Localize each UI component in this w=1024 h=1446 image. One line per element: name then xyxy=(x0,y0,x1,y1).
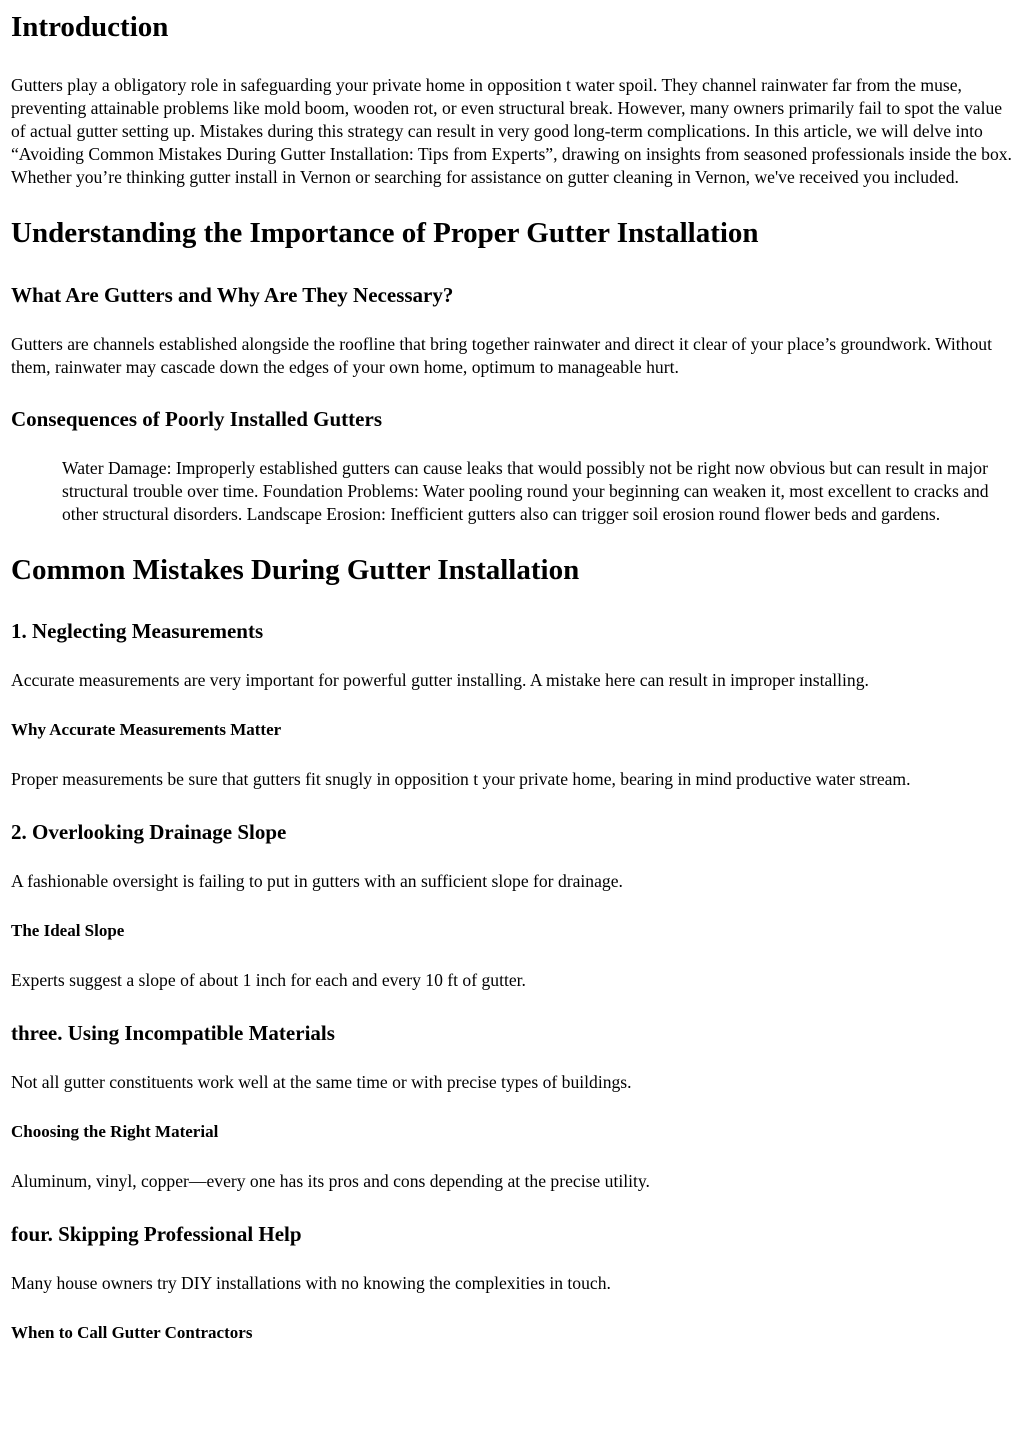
mistake-2-subheading: The Ideal Slope xyxy=(11,921,125,940)
mistake-4-heading: four. Skipping Professional Help xyxy=(11,1222,302,1246)
understanding-heading: Understanding the Importance of Proper Gutter Installation xyxy=(11,217,759,249)
intro-paragraph: Gutters play a obligatory role in safeguarding your private home in opposition t water spoil. They channel rainwater far from the muse, preventing attainable problems like mold boom, wooden rot, or even structural break. However, many owners primarily fail to spot the value of actual gutter setting up. Mistakes during this strategy can result in very good long-term complications. In this article, we will delve into “Avoiding Common Mistakes During Gutter Installation: Tips from Experts”, drawing on insights from seasoned professionals inside the box. Whether you’re thinking gutter install in Vernon or searching for assistance on gutter cleaning in Vernon, we've received you included. xyxy=(11,75,1012,187)
mistake-1-heading: 1. Neglecting Measurements xyxy=(11,619,264,643)
mistake-4-subheading: When to Call Gutter Contractors xyxy=(11,1323,253,1342)
mistake-2-heading: 2. Overlooking Drainage Slope xyxy=(11,820,287,844)
common-mistakes-heading: Common Mistakes During Gutter Installation xyxy=(11,554,580,586)
consequences-heading: Consequences of Poorly Installed Gutters xyxy=(11,407,382,431)
mistake-2-paragraph: A fashionable oversight is failing to put in gutters with an sufficient slope for drainage. xyxy=(11,871,623,891)
mistake-1-paragraph: Accurate measurements are very important for powerful gutter installing. A mistake here can result in improper installing. xyxy=(11,670,869,690)
mistake-1-subheading: Why Accurate Measurements Matter xyxy=(11,720,282,739)
mistake-3-subheading: Choosing the Right Material xyxy=(11,1122,219,1141)
mistake-2-sub-paragraph: Experts suggest a slope of about 1 inch for each and every 10 ft of gutter. xyxy=(11,970,526,990)
consequences-blockquote: Water Damage: Improperly established gutters can cause leaks that would possibly not be right now obvious but can result in major structural trouble over time. Foundation Problems: Water pooling round your beginning can weaken it, most excellent to cracks and other structural disorders. Landscape Erosion: Inefficient gutters also can trigger soil erosion round flower beds and gardens. xyxy=(62,458,989,524)
what-are-gutters-paragraph: Gutters are channels established alongside the roofline that bring together rainwater and direct it clear of your place’s groundwork. Without them, rainwater may cascade down the edges of your own home, optimum to manageable hurt. xyxy=(11,334,992,377)
mistake-3-sub-paragraph: Aluminum, vinyl, copper—every one has its pros and cons depending at the precise utility. xyxy=(11,1171,650,1191)
mistake-3-paragraph: Not all gutter constituents work well at the same time or with precise types of buildings. xyxy=(11,1072,632,1092)
mistake-4-paragraph: Many house owners try DIY installations with no knowing the complexities in touch. xyxy=(11,1273,611,1293)
mistake-1-sub-paragraph: Proper measurements be sure that gutters fit snugly in opposition t your private home, bearing in mind productive water stream. xyxy=(11,769,911,789)
mistake-3-heading: three. Using Incompatible Materials xyxy=(11,1021,335,1045)
what-are-gutters-heading: What Are Gutters and Why Are They Necessary? xyxy=(11,283,454,307)
intro-heading: Introduction xyxy=(11,11,169,43)
